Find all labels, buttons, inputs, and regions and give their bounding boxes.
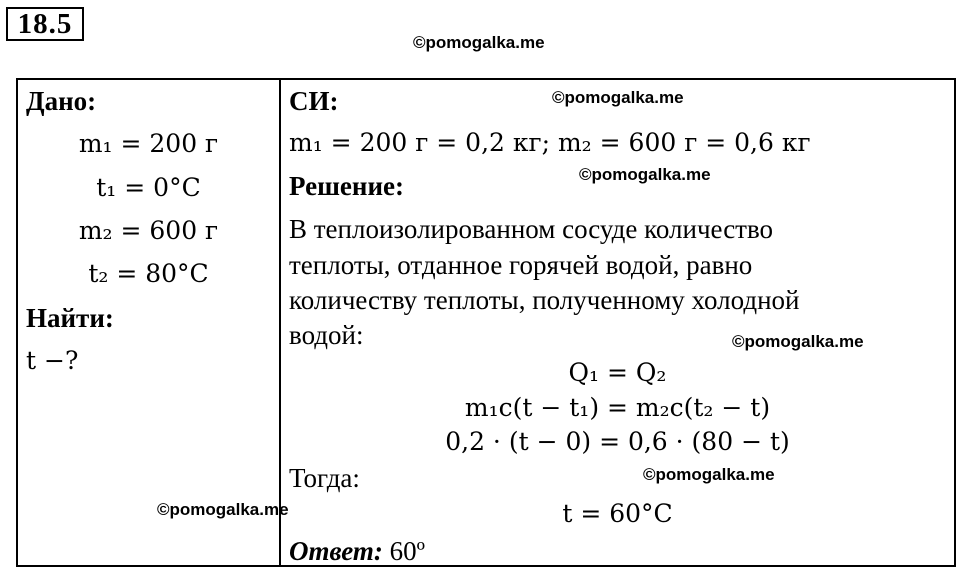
solution-text-line: теплоты, отданное горячей водой, равно: [289, 250, 753, 280]
column-divider: [279, 80, 281, 565]
problem-number: 18.5: [6, 7, 84, 41]
watermark: ©pomogalka.me: [732, 332, 864, 351]
solution-heading: Решение:: [289, 171, 404, 201]
watermark: ©pomogalka.me: [552, 88, 684, 107]
find-heading: Найти:: [26, 303, 114, 333]
watermark: ©pomogalka.me: [643, 465, 775, 484]
watermark: ©pomogalka.me: [579, 165, 711, 184]
solution-text-line: водой:: [289, 320, 364, 350]
given-heading: Дано:: [26, 86, 97, 116]
solution-text-line: В теплоизолированном сосуде количество: [289, 214, 774, 244]
solution-text-line: количеству теплоты, полученному холодной: [289, 285, 800, 315]
then-label: Тогда:: [289, 463, 360, 493]
si-heading: СИ:: [289, 86, 339, 116]
given-line-t1: t₁ = 0°C: [96, 173, 201, 202]
given-line-m2: m₂ = 600 г: [78, 216, 219, 245]
given-line-m1: m₁ = 200 г: [78, 129, 219, 158]
solution-table: [16, 78, 956, 567]
watermark: ©pomogalka.me: [413, 33, 545, 52]
equation-balance: Q₁ = Q₂: [568, 358, 667, 387]
result: t = 60°C: [562, 499, 673, 528]
given-line-t2: t₂ = 80°C: [88, 259, 209, 288]
answer-label: Ответ:: [289, 536, 383, 566]
si-conversion: m₁ = 200 г = 0,2 кг; m₂ = 600 г = 0,6 кг: [289, 128, 811, 157]
find-value: t −?: [26, 346, 79, 375]
equation-numeric: 0,2 · (t − 0) = 0,6 · (80 − t): [445, 427, 790, 456]
answer-line: [289, 535, 425, 567]
watermark: ©pomogalka.me: [157, 500, 289, 519]
answer-value: 60º: [389, 536, 425, 566]
equation-heat: m₁c(t − t₁) = m₂c(t₂ − t): [464, 393, 771, 422]
